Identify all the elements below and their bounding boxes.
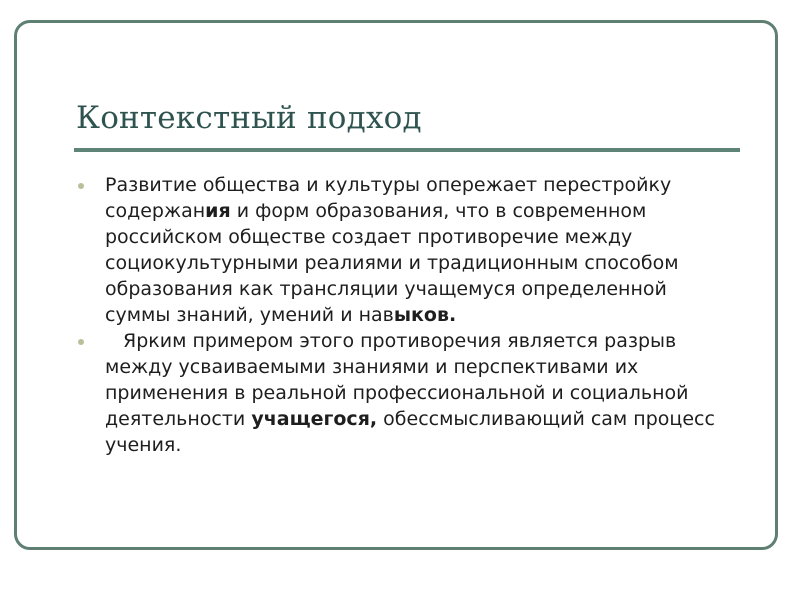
bullet-text-run: и форм образования, что в современном российском обществе создает противоречие между социокультурными реалиями и традиционным способом образования как трансляции учащемуся определенной суммы знаний, умений и нав — [105, 200, 679, 326]
bullet-item — [78, 328, 738, 458]
bullet-text-run-bold: учащегося, — [251, 408, 378, 430]
slide-title: Контекстный подход — [76, 100, 422, 136]
bullet-text — [105, 172, 738, 328]
bullet-text-run: обессмысливающий сам процесс учения. — [105, 408, 715, 456]
bullet-text-run: Развитие общества и культуры опережает перестройку содержан — [105, 174, 672, 222]
bullet-dot-icon — [78, 183, 84, 189]
bullet-dot-icon — [78, 339, 84, 345]
bullet-list — [78, 172, 738, 458]
bullet-text-run-bold: ия — [205, 200, 231, 222]
bullet-text-run: Ярким примером этого противоречия является разрыв между усваиваемыми знаниями и перспективами их применения в реальной профессиональной и социальной деятельности — [105, 330, 689, 430]
title-underline — [74, 148, 740, 152]
bullet-text-run-bold: ыков. — [393, 304, 457, 326]
bullet-text — [105, 328, 738, 458]
bullet-item — [78, 172, 738, 328]
